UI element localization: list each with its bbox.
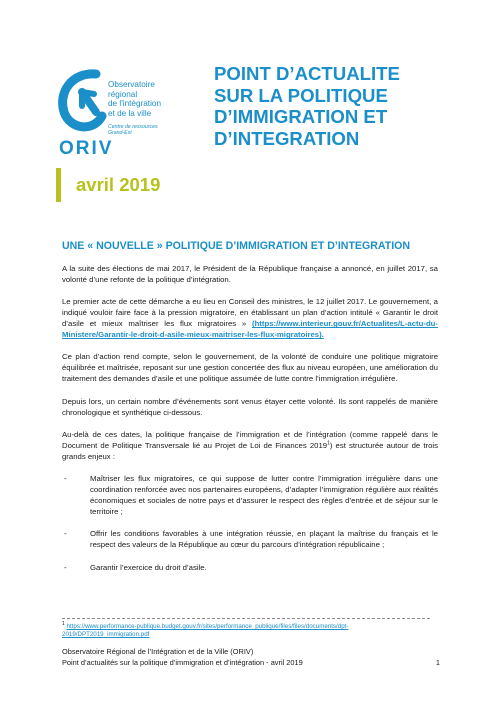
paragraph: [62, 429, 438, 462]
logo-subtitle-line: Centre de ressources: [108, 124, 158, 130]
paragraph: [62, 296, 438, 340]
footnote-ref[interactable]: 1: [327, 440, 330, 447]
list-item: - Maîtriser les flux migratoires, ce qui suppose de lutter contre l’immigration irrégulière dans une coordination renforcée avec nos partenaires européens, d’adapter l’immigration régulière aux réalités économiques et sociales de notre pays et d’assurer le respect des règles d’entrée et de séjour sur le territoire ;: [62, 473, 438, 517]
document-title: [214, 63, 464, 149]
logo-text-line: Observatoire: [108, 80, 155, 89]
footer-doc-title: Point d’actualités sur la politique d’immigration et d’intégration - avril 2019: [62, 657, 303, 667]
logo-subtitle: [108, 124, 158, 136]
logo-text-line: et de la ville: [108, 108, 152, 118]
footnote-number: 1: [62, 620, 65, 627]
footnote: [62, 620, 432, 640]
logo-subtitle-line: Grand-Est: [108, 130, 132, 136]
document-body: [62, 263, 438, 584]
footer-org: Observatoire Régional de l’Intégration et de la Ville (ORIV): [62, 647, 254, 656]
logo-swirl-icon: [56, 62, 116, 142]
date-accent-bar: [56, 168, 61, 202]
title-line: SUR LA POLITIQUE: [214, 84, 388, 106]
paragraph-text: ) est structurée autour de trois grands enjeux :: [62, 440, 438, 461]
oriv-logo: [56, 62, 206, 162]
paragraph: A la suite des élections de mai 2017, le Président de la République française a annoncé, en juillet 2017, sa volonté d’une refonte de la politique d’intégration.: [62, 264, 438, 284]
page-number: 1: [435, 657, 440, 667]
paragraph-text: Au-delà de ces dates, la politique française de l’immigration et de l’intégration (comme rappelé dans le Document de Politique Transversale lié au Projet de Loi de Finances 2019: [62, 429, 438, 450]
interieur-link[interactable]: (https://www.interieur.gouv.fr/Actualites/L-actu-du-Ministere/Garantir-le-droit-d-asile-mieux-maitriser-les-flux-migratoires).: [62, 319, 438, 340]
logo-wordmark: ORIV: [59, 138, 114, 159]
page-footer: [62, 647, 440, 669]
paragraph-text: Le premier acte de cette démarche a eu lieu en Conseil des ministres, le 12 juillet 2017. Le gouvernement, a indiqué vouloir faire face à la pression migratoire, en établissant un plan d’action intitulé « Garantir le droit d’asile et mieux maîtriser les flux migratoires »: [62, 297, 438, 329]
title-line: D’IMMIGRATION ET: [214, 106, 388, 127]
paragraph: Depuis lors, un certain nombre d’événements sont venus étayer cette volonté. Ils sont rappelés de manière chronologique et synthétique ci-dessous.: [62, 396, 438, 417]
list-item: - Offrir les conditions favorables à une intégration réussie, en plaçant la maîtrise du français et le respect des valeurs de la République au cœur du parcours d’intégration républicaine ;: [62, 528, 438, 550]
document-date: avril 2019: [76, 174, 161, 195]
paragraph: Ce plan d’action rend compte, selon le gouvernement, de la volonté de conduire une politique migratoire équilibrée et maîtrisée, reposant sur une gestion concertée des flux au niveau européen, une amélioration du traitement des demandes d’asile et une politique assumée de lutte contre l’immigration irrégulière.: [62, 352, 438, 384]
issues-list: [62, 473, 438, 573]
logo-text: [108, 80, 161, 118]
footnote-link[interactable]: https://www.performance-publique.budget.gouv.fr/sites/performance_publique/files/files/documents/dpt-2019/DPT2019_immigration.pdf: [62, 623, 349, 639]
title-line: D’INTEGRATION: [214, 127, 360, 149]
title-line: POINT D’ACTUALITE: [214, 63, 400, 84]
footnote-divider: [62, 618, 430, 619]
logo-text-line: régional: [108, 89, 138, 99]
logo-text-line: de l'intégration: [108, 99, 161, 109]
list-item: - Garantir l’exercice du droit d’asile.: [62, 562, 438, 573]
section-heading: UNE « NOUVELLE » POLITIQUE D’IMMIGRATION ET D’INTEGRATION: [62, 240, 411, 252]
